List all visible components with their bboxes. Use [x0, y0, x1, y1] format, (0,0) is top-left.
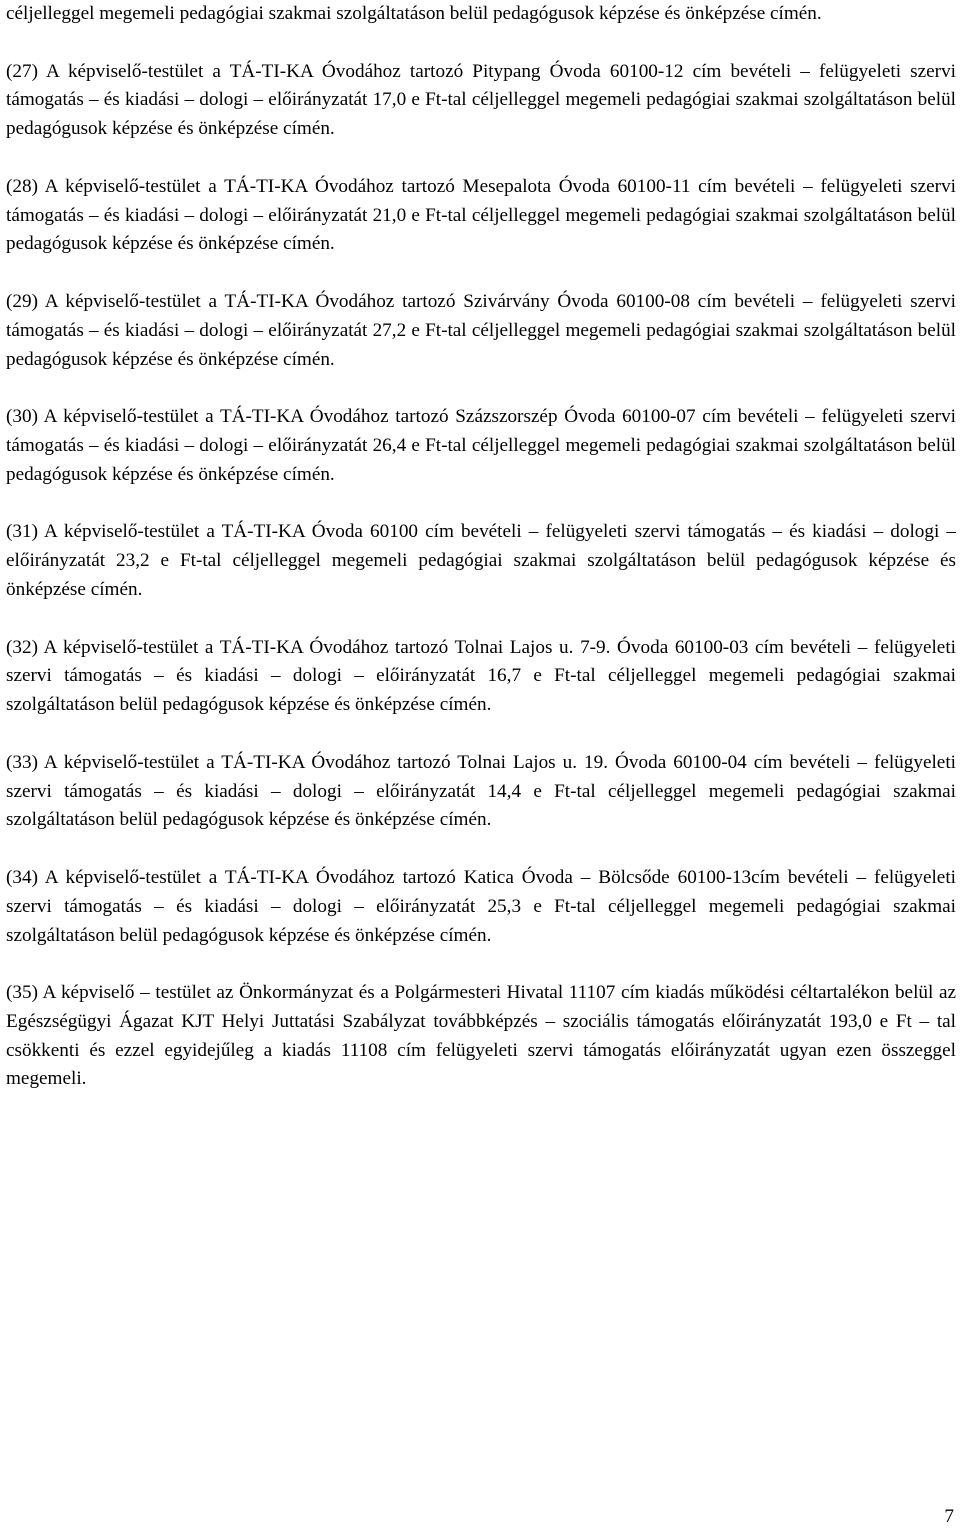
paragraph-35: (35) A képviselő – testület az Önkormányzat és a Polgármesteri Hivatal 11107 cím kiadás működési céltartalékon belül az Egészségügyi Ágazat KJT Helyi Juttatási Szabályzat továbbképzés – szociális támogatás előirányzatát 193,0 e Ft – tal csökkenti és ezzel egyidejűleg a kiadás 11108 cím felügyeleti szervi támogatás előirányzatát ugyan ezen összeggel megemeli.	[6, 982, 956, 1090]
paragraph-29: (29) A képviselő-testület a TÁ-TI-KA Óvodához tartozó Szivárvány Óvoda 60100-08 cím bevételi – felügyeleti szervi támogatás – és kiadási – dologi – előirányzatát 27,2 e Ft-tal céljelleggel megemeli pedagógiai szakmai szolgáltatáson belül pedagógusok képzése és önképzése címén.	[6, 290, 956, 370]
paragraph-spacer	[6, 950, 956, 979]
paragraph-30: (30) A képviselő-testület a TÁ-TI-KA Óvodához tartozó Százszorszép Óvoda 60100-07 cím bevételi – felügyeleti szervi támogatás – és kiadási – dologi – előirányzatát 26,4 e Ft-tal céljelleggel megemeli pedagógiai szakmai szolgáltatáson belül pedagógusok képzése és önképzése címén.	[6, 406, 956, 485]
paragraph-spacer	[6, 144, 956, 173]
paragraph-33: (33) A képviselő-testület a TÁ-TI-KA Óvodához tartozó Tolnai Lajos u. 19. Óvoda 60100-04 cím bevételi – felügyeleti szervi támogatás – és kiadási – dologi – előirányzatát 14,4 e Ft-tal céljelleggel megemeli pedagógiai szakmai szolgáltatáson belül pedagógusok képzése és önképzése címén.	[6, 751, 956, 831]
paragraph-27: (27) A képviselő-testület a TÁ-TI-KA Óvodához tartozó Pitypang Óvoda 60100-12 cím bevételi – felügyeleti szervi támogatás – és kiadási – dologi – előirányzatát 17,0 e Ft-tal céljelleggel megemeli pedagógiai szakmai szolgáltatáson belül pedagógusok képzése és önképzése címén.	[6, 60, 956, 140]
paragraph-spacer	[6, 374, 956, 403]
page-number: 7	[944, 1506, 954, 1527]
paragraph-spacer	[6, 29, 956, 58]
paragraph-spacer	[6, 490, 956, 519]
paragraph-34: (34) A képviselő-testület a TÁ-TI-KA Óvodához tartozó Katica Óvoda – Bölcsőde 60100-13cím bevételi – felügyeleti szervi támogatás – és kiadási – dologi – előirányzatát 25,3 e Ft-tal céljelleggel megemeli pedagógiai szakmai szolgáltatáson belül pedagógusok képzése és önképzése címén.	[6, 866, 956, 946]
document-page	[6, 0, 956, 1094]
paragraph-32: (32) A képviselő-testület a TÁ-TI-KA Óvodához tartozó Tolnai Lajos u. 7-9. Óvoda 60100-03 cím bevételi – felügyeleti szervi támogatás – és kiadási – dologi – előirányzatát 16,7 e Ft-tal céljelleggel megemeli pedagógiai szakmai szolgáltatáson belül pedagógusok képzése és önképzése címén.	[6, 636, 956, 716]
paragraph-31: (31) A képviselő-testület a TÁ-TI-KA Óvoda 60100 cím bevételi – felügyeleti szervi támogatás – és kiadási – dologi – előirányzatát 23,2 e Ft-tal céljelleggel megemeli pedagógiai szakmai szolgáltatáson belül pedagógusok képzése és önképzése címén.	[6, 521, 956, 600]
paragraph-spacer	[6, 259, 956, 288]
paragraph-26-continuation: céljelleggel megemeli pedagógiai szakmai szolgáltatáson belül pedagógusok képzése és önképzése címén.	[6, 3, 822, 24]
paragraph-28: (28) A képviselő-testület a TÁ-TI-KA Óvodához tartozó Mesepalota Óvoda 60100-11 cím bevételi – felügyeleti szervi támogatás – és kiadási – dologi – előirányzatát 21,0 e Ft-tal céljelleggel megemeli pedagógiai szakmai szolgáltatáson belül pedagógusok képzése és önképzése címén.	[6, 175, 956, 255]
paragraph-spacer	[6, 835, 956, 864]
paragraph-spacer	[6, 605, 956, 634]
paragraph-spacer	[6, 720, 956, 749]
